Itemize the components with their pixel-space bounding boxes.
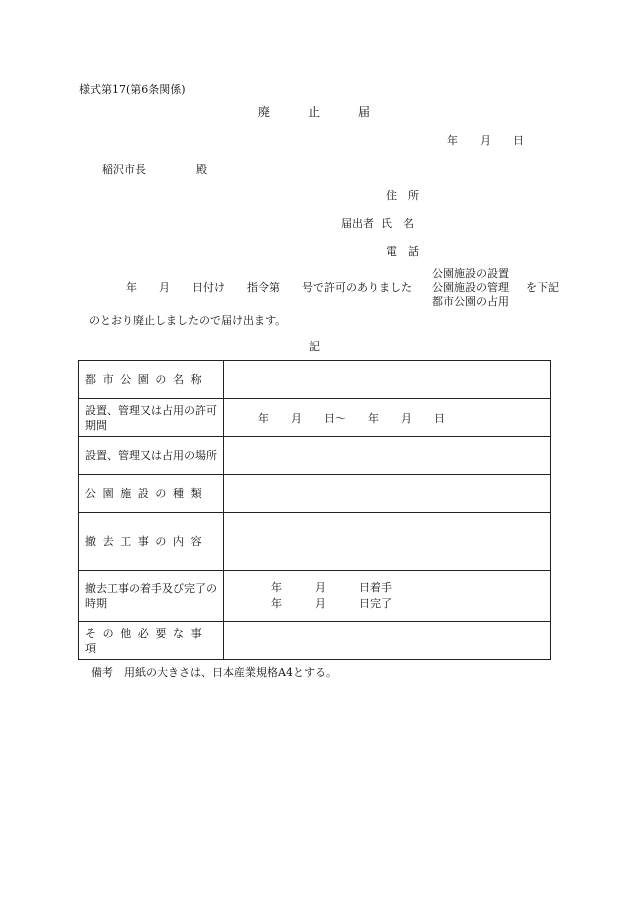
table-row — [79, 622, 551, 660]
form-number: 様式第17(第6条関係) — [79, 83, 186, 96]
row-label: 設置、管理又は占用の場所 — [79, 437, 224, 475]
row-label: 撤去工事の内容 — [79, 513, 224, 571]
work-period-field[interactable] — [224, 571, 551, 622]
address-label: 住 所 — [386, 189, 419, 202]
footnote: 備考 用紙の大きさは、日本産業規格A4とする。 — [91, 666, 337, 679]
table-row — [79, 361, 551, 399]
removal-work-field[interactable] — [224, 513, 551, 571]
title-char-3: 届 — [358, 105, 371, 119]
table-row — [79, 475, 551, 513]
title-char-1: 廃 — [258, 105, 271, 119]
permit-period-field[interactable]: 年 月 日～ 年 月 日 — [224, 399, 551, 437]
option-occupy: 都市公園の占用 — [432, 295, 509, 308]
table-row — [79, 399, 551, 437]
body-line-1-end: を下記 — [526, 281, 559, 294]
phone-label: 電 話 — [386, 245, 419, 258]
start-date: 年 月 日着手 — [271, 581, 392, 594]
applicant-label: 届出者 — [341, 217, 374, 230]
addressee-honorific: 殿 — [196, 163, 207, 176]
row-label: 設置、管理又は占用の許可期間 — [79, 399, 224, 437]
park-name-field[interactable] — [224, 361, 551, 399]
table-row — [79, 513, 551, 571]
ki-heading: 記 — [309, 340, 320, 353]
title-char-2: 止 — [308, 105, 321, 119]
row-label: その他必要な事項 — [79, 622, 224, 660]
date-line: 年 月 日 — [447, 134, 524, 147]
body-line-2: のとおり廃止しましたので届け出ます。 — [89, 314, 287, 327]
location-field[interactable] — [224, 437, 551, 475]
option-install: 公園施設の設置 — [432, 267, 509, 280]
row-label: 公園施設の種類 — [79, 475, 224, 513]
table-row — [79, 571, 551, 622]
row-label: 都市公園の名称 — [79, 361, 224, 399]
name-label: 氏 名 — [381, 217, 414, 230]
option-manage: 公園施設の管理 — [432, 281, 509, 294]
row-label: 撤去工事の着手及び完了の時期 — [79, 571, 224, 622]
purpose-options — [432, 267, 509, 309]
details-table — [78, 360, 551, 660]
other-field[interactable] — [224, 622, 551, 660]
facility-type-field[interactable] — [224, 475, 551, 513]
body-line-1: 年 月 日付け 指令第 号で許可のありました — [126, 281, 412, 294]
document-title — [258, 106, 370, 118]
completion-date: 年 月 日完了 — [271, 597, 392, 610]
applicant-name-row — [341, 218, 414, 229]
table-row — [79, 437, 551, 475]
addressee: 稲沢市長 — [102, 163, 146, 176]
